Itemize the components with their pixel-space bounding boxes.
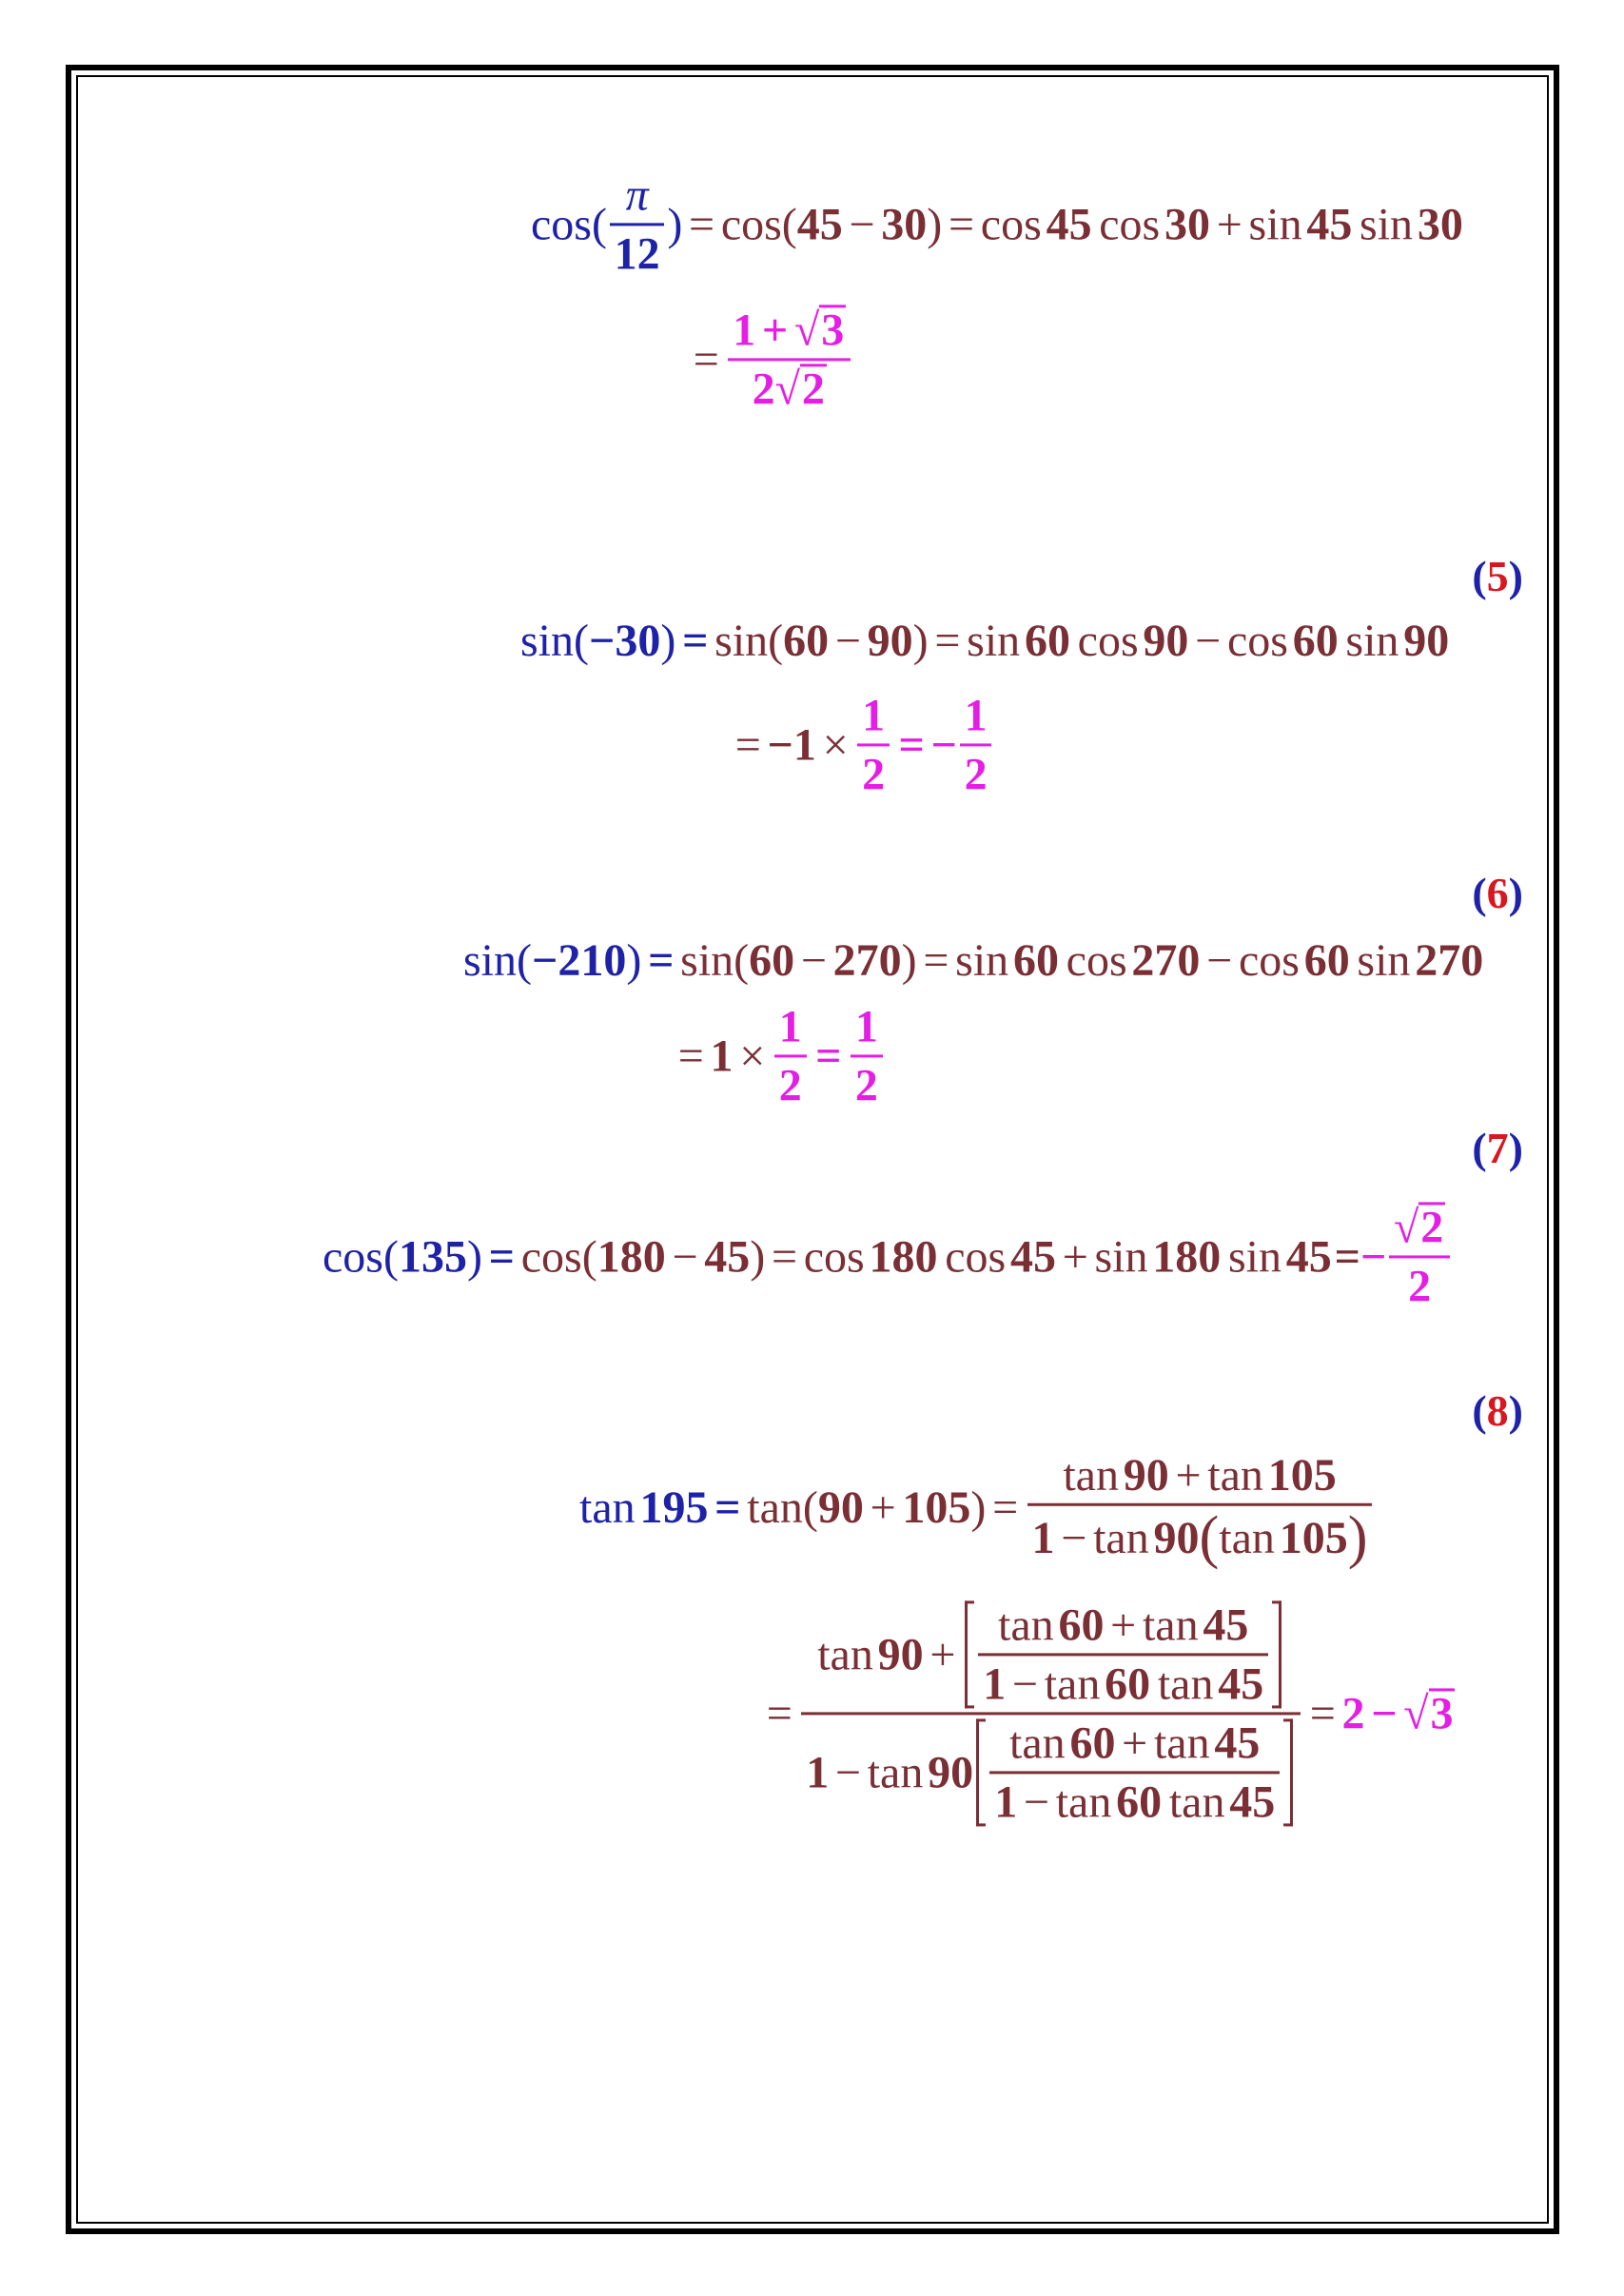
function-name: sin [967, 616, 1021, 667]
close-paren: ) [466, 1231, 482, 1283]
compound-fraction [801, 1599, 1301, 1828]
function-name: sin [680, 935, 734, 987]
plus-sign: + [929, 1629, 956, 1680]
number: 180 [597, 1231, 666, 1283]
number: 45 [1214, 1717, 1261, 1769]
fraction-denominator: 2 [964, 749, 988, 800]
radicand: 2 [801, 363, 825, 415]
fraction-denominator [801, 1716, 1301, 1829]
fraction-denominator: 2 [862, 749, 886, 800]
equals-sign: = [682, 616, 709, 667]
fraction-numerator: 1 [851, 1000, 883, 1057]
equation-label-7 [1472, 1124, 1523, 1172]
inner-fraction [989, 1717, 1280, 1828]
number: 2 [752, 363, 775, 415]
eq-lhs [579, 1481, 747, 1536]
eq-lhs [531, 168, 682, 280]
radical-sign: √ [1394, 1202, 1419, 1253]
label-number: 6 [1486, 869, 1509, 917]
label-open-paren: ( [1472, 1386, 1487, 1435]
function-name: tan [1219, 1512, 1275, 1563]
minus-sign: − [1360, 1231, 1387, 1283]
number: 195 [639, 1482, 709, 1534]
number: 90 [817, 1482, 864, 1534]
number: 1 [733, 304, 756, 356]
equation-label-8 [1472, 1386, 1523, 1435]
equals-sign: = [689, 199, 715, 250]
fraction-denominator [978, 1657, 1268, 1711]
number: 45 [1218, 1658, 1264, 1710]
result-fraction [851, 1000, 883, 1111]
function-name: cos [803, 1231, 865, 1283]
equals-sign: = [734, 719, 761, 771]
function-name: sin [955, 935, 1009, 987]
number: 90 [1153, 1512, 1200, 1563]
number: 60 [1024, 616, 1070, 667]
times-sign: × [822, 719, 849, 771]
function-name: tan [1009, 1717, 1066, 1769]
inner-fraction [978, 1599, 1268, 1710]
square-root [775, 363, 827, 415]
radicand: 3 [1430, 1688, 1454, 1739]
result-fraction [960, 689, 992, 800]
minus-sign: − [930, 719, 957, 771]
fraction-numerator [801, 1599, 1301, 1715]
equals-sign: = [693, 334, 719, 385]
result-fraction [1389, 1201, 1450, 1312]
number: 1 [994, 1776, 1018, 1828]
number: 60 [1058, 1599, 1105, 1651]
minus-sign: − [1206, 935, 1233, 987]
minus-sign: − [834, 1747, 861, 1798]
function-name: sin [1345, 616, 1399, 667]
number: 45 [1046, 199, 1092, 250]
function-name: cos [1226, 616, 1288, 667]
plus-sign: + [870, 1482, 896, 1534]
equals-sign: = [714, 1482, 741, 1534]
equals-sign: = [898, 719, 925, 771]
number: 30 [881, 199, 928, 250]
close-paren: ) [1347, 1503, 1368, 1570]
number: 60 [1116, 1776, 1163, 1828]
function-name: tan [998, 1599, 1054, 1651]
square-root [1394, 1201, 1445, 1253]
number: 90 [867, 616, 913, 667]
close-paren: ) [660, 616, 676, 667]
eq-cos-pi-over-12-line-2 [687, 304, 853, 415]
open-paren: ( [382, 1231, 399, 1283]
function-name: tan [1207, 1449, 1263, 1501]
radicand: 2 [1420, 1202, 1444, 1253]
label-close-paren: ) [1508, 1124, 1523, 1172]
close-paren: ) [970, 1482, 987, 1534]
number: 90 [1143, 616, 1189, 667]
eq-5-line-2 [729, 689, 994, 800]
plus-sign: + [1062, 1231, 1088, 1283]
close-paren: ) [912, 616, 929, 667]
equals-sign: = [934, 616, 961, 667]
number: 1 [806, 1747, 830, 1798]
fraction [774, 1000, 807, 1111]
number: 60 [1303, 935, 1350, 987]
equation-label-6 [1472, 869, 1523, 917]
eq-lhs [323, 1229, 521, 1285]
radical-sign: √ [774, 363, 800, 415]
number: 45 [1203, 1599, 1249, 1651]
plus-sign: + [1122, 1717, 1148, 1769]
open-paren: ( [574, 616, 589, 667]
fraction [857, 689, 890, 800]
function-name: sin [1094, 1231, 1148, 1283]
fraction-denominator: 2 [854, 1060, 878, 1111]
fraction-denominator: 2 [1408, 1261, 1432, 1312]
number: 2 [1341, 1688, 1365, 1739]
result-fraction [728, 304, 851, 415]
minus-sign: − [1011, 1658, 1038, 1710]
function-name: sin [1360, 199, 1414, 250]
function-name: cos [323, 1231, 383, 1283]
radical-sign: √ [793, 304, 820, 356]
close-paren: ) [927, 199, 943, 250]
function-name: tan [1153, 1717, 1210, 1769]
number: 1 [710, 1030, 734, 1082]
number: 90 [877, 1629, 924, 1680]
open-paren: ( [581, 1231, 597, 1283]
equals-sign: = [1334, 1231, 1361, 1283]
minus-sign: − [834, 616, 861, 667]
function-name: tan [1093, 1512, 1149, 1563]
function-name: tan [817, 1629, 873, 1680]
equals-sign: = [488, 1231, 516, 1283]
function-name: cos [531, 199, 592, 250]
number: 45 [1009, 1231, 1056, 1283]
open-paren: ( [802, 1482, 818, 1534]
bracket-group [964, 1599, 1282, 1710]
fraction-denominator [728, 362, 851, 416]
fraction-numerator [1389, 1201, 1450, 1258]
number: 1 [1031, 1512, 1055, 1563]
label-number: 5 [1486, 552, 1509, 600]
function-name: cos [980, 199, 1042, 250]
number: 180 [1152, 1231, 1222, 1283]
fraction-numerator: π [610, 168, 665, 226]
equals-sign: = [949, 199, 975, 250]
fraction-denominator: 12 [614, 228, 660, 280]
times-sign: × [739, 1030, 766, 1082]
equals-sign: = [992, 1482, 1019, 1534]
tan-sum-formula-fraction [1027, 1449, 1373, 1570]
function-name: cos [1066, 935, 1127, 987]
fraction-numerator: 1 [774, 1000, 807, 1057]
number: 45 [704, 1231, 751, 1283]
close-paren: ) [750, 1231, 766, 1283]
function-name: cos [720, 199, 782, 250]
number: 180 [869, 1231, 938, 1283]
close-paren: ) [667, 199, 683, 250]
function-name: sin [1357, 935, 1411, 987]
number: −30 [589, 616, 661, 667]
number: 270 [1131, 935, 1201, 987]
eq-5-line-1 [520, 614, 1449, 669]
eq-8-line-1 [579, 1449, 1375, 1570]
open-paren: ( [768, 616, 784, 667]
label-close-paren: ) [1508, 869, 1523, 917]
function-name: sin [1248, 199, 1302, 250]
number: 105 [1279, 1512, 1348, 1563]
plus-sign: + [1216, 199, 1242, 250]
number: 90 [1123, 1449, 1169, 1501]
number: 45 [1306, 199, 1353, 250]
function-name: tan [867, 1747, 924, 1798]
label-open-paren: ( [1472, 552, 1487, 600]
function-name: tan [1142, 1599, 1199, 1651]
plus-sign: + [1175, 1449, 1202, 1501]
number: 1 [983, 1658, 1007, 1710]
eq-6-line-1 [463, 933, 1483, 989]
function-name: cos [1099, 199, 1161, 250]
number: 60 [1292, 616, 1339, 667]
eq-lhs [463, 933, 680, 989]
open-paren: ( [591, 199, 607, 250]
number: 60 [783, 616, 830, 667]
number: −1 [767, 719, 816, 771]
function-name: cos [1238, 935, 1300, 987]
number: 105 [902, 1482, 971, 1534]
label-number: 7 [1486, 1124, 1509, 1172]
minus-sign: − [1023, 1776, 1049, 1828]
minus-sign: − [672, 1231, 698, 1283]
minus-sign: − [800, 935, 827, 987]
number: 270 [1415, 935, 1484, 987]
fraction-numerator: 1 [857, 689, 890, 746]
fraction-denominator [989, 1775, 1280, 1829]
plus-sign: + [1110, 1599, 1137, 1651]
number: 270 [832, 935, 902, 987]
function-name: tan [1157, 1658, 1214, 1710]
function-name: cos [1077, 616, 1139, 667]
minus-sign: − [849, 199, 875, 250]
radical-sign: √ [1403, 1688, 1429, 1739]
fraction-numerator [1027, 1449, 1373, 1506]
function-name: sin [1227, 1231, 1282, 1283]
result [1341, 1686, 1455, 1741]
minus-sign: − [1371, 1688, 1398, 1739]
eq-6-line-2 [672, 1000, 886, 1111]
number: 90 [928, 1747, 974, 1798]
eq-8-line-2 [760, 1599, 1455, 1828]
open-paren: ( [734, 935, 750, 987]
close-paren: ) [626, 935, 642, 987]
number: 60 [749, 935, 795, 987]
fraction [610, 168, 665, 280]
number: 45 [796, 199, 843, 250]
radicand: 3 [821, 304, 845, 356]
bracket-group [975, 1717, 1294, 1828]
number: 90 [1403, 616, 1450, 667]
close-paren: ) [901, 935, 917, 987]
equals-sign: = [1309, 1688, 1336, 1739]
number: 135 [398, 1231, 467, 1283]
function-name: tan [579, 1482, 636, 1534]
number: 60 [1012, 935, 1059, 987]
number: 45 [1285, 1231, 1332, 1283]
function-name: cos [520, 1231, 582, 1283]
function-name: tan [1168, 1776, 1225, 1828]
fraction-numerator [989, 1717, 1280, 1774]
function-name: tan [1044, 1658, 1101, 1710]
number: 60 [1069, 1717, 1116, 1769]
equals-sign: = [677, 1030, 704, 1082]
fraction-denominator [1027, 1503, 1373, 1570]
eq-lhs [520, 614, 714, 669]
number: −210 [532, 935, 627, 987]
fraction-numerator [728, 304, 851, 361]
open-paren: ( [1199, 1503, 1220, 1570]
fraction-denominator: 2 [778, 1060, 802, 1111]
number: 105 [1267, 1449, 1337, 1501]
label-number: 8 [1486, 1386, 1509, 1435]
equation-label-5 [1472, 552, 1523, 600]
open-paren: ( [517, 935, 532, 987]
open-paren: ( [781, 199, 797, 250]
function-name: sin [714, 616, 769, 667]
label-close-paren: ) [1508, 1386, 1523, 1435]
number: 30 [1417, 199, 1463, 250]
number: 60 [1105, 1658, 1151, 1710]
equals-sign: = [923, 935, 949, 987]
equals-sign: = [815, 1030, 842, 1082]
function-name: sin [463, 935, 518, 987]
square-root [1403, 1687, 1455, 1739]
function-name: cos [945, 1231, 1007, 1283]
equals-sign: = [771, 1231, 798, 1283]
label-close-paren: ) [1508, 552, 1523, 600]
plus-sign: + [761, 304, 789, 356]
eq-7-line-1 [323, 1201, 1453, 1312]
eq-cos-pi-over-12-line-1 [531, 168, 1463, 280]
equals-sign: = [766, 1688, 792, 1739]
label-open-paren: ( [1472, 869, 1487, 917]
fraction-numerator [978, 1599, 1268, 1656]
function-name: tan [747, 1482, 803, 1534]
number: 30 [1164, 199, 1211, 250]
minus-sign: − [1061, 1512, 1087, 1563]
function-name: tan [1055, 1776, 1112, 1828]
function-name: tan [1063, 1449, 1119, 1501]
square-root [794, 304, 846, 356]
number: 45 [1229, 1776, 1276, 1828]
label-open-paren: ( [1472, 1124, 1487, 1172]
function-name: sin [520, 616, 575, 667]
minus-sign: − [1195, 616, 1222, 667]
fraction-numerator: 1 [960, 689, 992, 746]
equals-sign: = [648, 935, 675, 987]
